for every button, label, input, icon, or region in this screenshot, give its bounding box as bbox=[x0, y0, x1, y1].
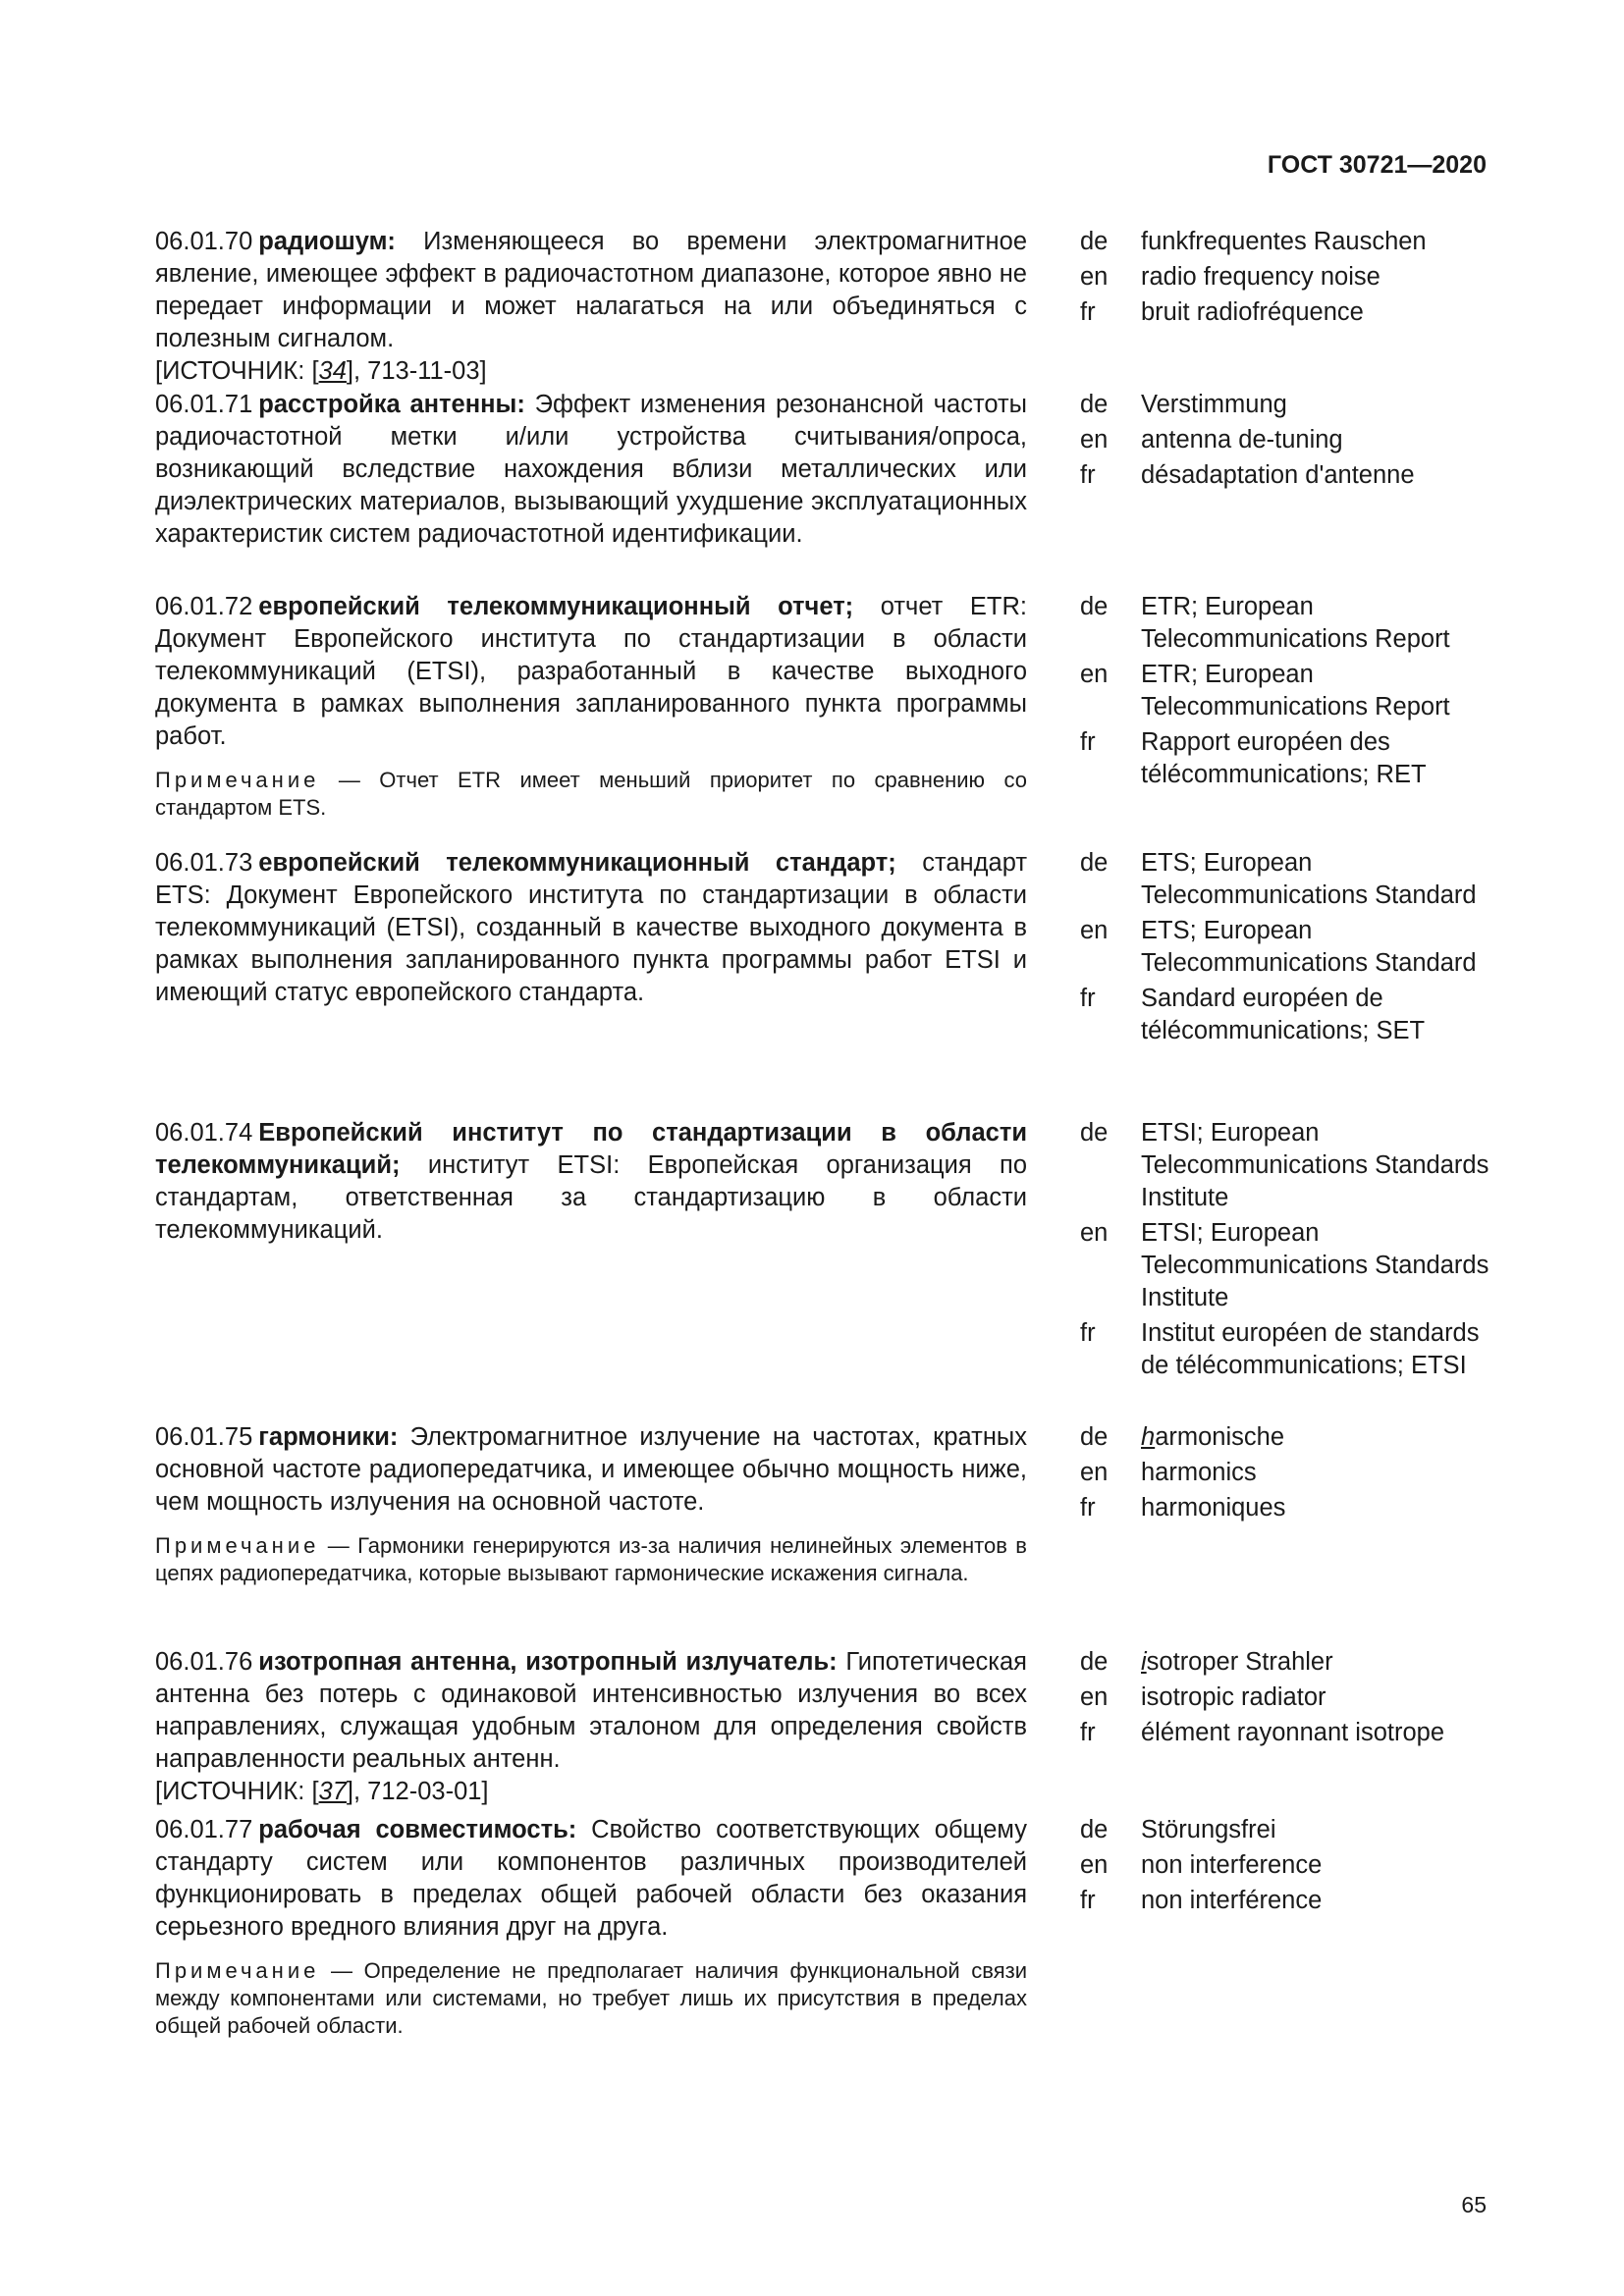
note-text: Гармоники генерируются из-за наличия нелинейных элементов в цепях радиопередатчика, которые вызывают гармонические искажения сигнала. bbox=[155, 1533, 1027, 1585]
note-label: Примечание bbox=[155, 1958, 320, 1983]
definition-paragraph bbox=[155, 1117, 1027, 1247]
translation-text: Verstimmung bbox=[1141, 391, 1287, 418]
translation-text: ETSI; European Telecommunications Standards Institute bbox=[1141, 1119, 1489, 1211]
language-code: fr bbox=[1080, 1319, 1096, 1347]
term-name: изотропная антенна, изотропный излучатель: bbox=[258, 1648, 838, 1676]
definition-text: Эффект изменения резонансной частоты радиочастотной метки и/или устройства считывания/опроса, возникающий вследствие нахождения вблизи металлических или диэлектрических материалов, вызывающий ухудшение эксплуатационных характеристик систем радиочастотной идентификации. bbox=[155, 391, 1028, 548]
definition-text: Изменяющееся во времени электромагнитное явление, имеющее эффект в радиочастотном диапазоне, которое явно не передает информации и может налагаться на или объединяться с полезным сигналом. bbox=[155, 228, 1027, 352]
term-name: радиошум: bbox=[258, 228, 396, 255]
translation-text: ETR; European Telecommunications Report bbox=[1141, 593, 1450, 653]
definition-paragraph bbox=[155, 1421, 1027, 1519]
term-definition-column bbox=[155, 226, 1027, 388]
note: Примечание — Гармоники генерируются из-за наличия нелинейных элементов в цепях радиопередатчика, которые вызывают гармонические искажения сигнала. bbox=[155, 1533, 1027, 1585]
note: Примечание — Определение не предполагает наличия функциональной связи между компонентами или системами, но требует лишь их присутствия в пределах общей рабочей области. bbox=[155, 1958, 1027, 2038]
translation-row bbox=[1080, 1317, 1492, 1382]
definition-text: отчет ETR: Документ Европейского института по стандартизации в области телекоммуникаций (ETSI), разработанный в качестве выходного документа в рамках выполнения запланированного пункта программы работ. bbox=[155, 593, 1027, 750]
translations-column bbox=[1080, 1117, 1492, 1385]
translation-row bbox=[1080, 296, 1492, 329]
translation-row bbox=[1080, 226, 1492, 258]
language-code: de bbox=[1080, 1648, 1109, 1676]
translation-text: isotropic radiator bbox=[1141, 1683, 1326, 1711]
source-reference bbox=[155, 355, 1027, 388]
term-definition-column bbox=[155, 591, 1027, 822]
translation-row bbox=[1080, 261, 1492, 294]
language-code: en bbox=[1080, 263, 1109, 291]
language-code: en bbox=[1080, 426, 1109, 454]
translation-row bbox=[1080, 591, 1492, 656]
entry-number: 06.01.73 bbox=[155, 849, 253, 877]
translation-row bbox=[1080, 726, 1492, 791]
translation-text bbox=[1141, 1421, 1492, 1454]
definition-text: Свойство соответствующих общему стандарту систем или компонентов различных производителей функционировать в пределах общей рабочей области без оказания серьезного вредного влияния друг на друга. bbox=[155, 1816, 1027, 1941]
definition-paragraph bbox=[155, 1646, 1027, 1776]
definition-text: стандарт ETS: Документ Европейского института по стандартизации в области телекоммуникаций (ETSI), созданный в качестве выходного документа в рамках выполнения запланированного пункта программы работ ETSI и имеющий статус европейского стандарта. bbox=[155, 849, 1027, 1006]
definition-paragraph bbox=[155, 591, 1027, 753]
language-code: de bbox=[1080, 1816, 1109, 1843]
term-name: гармоники: bbox=[258, 1423, 399, 1451]
term-entry bbox=[155, 1421, 1492, 1587]
definition-text: Гипотетическая антенна без потерь с одинаковой интенсивностью излучения во всех направлениях, служащая удобным эталоном для определения свойств направленности реальных антенн. bbox=[155, 1648, 1027, 1773]
translation-text: non interférence bbox=[1141, 1887, 1323, 1914]
translation-text: non interference bbox=[1141, 1851, 1323, 1879]
term-entry bbox=[155, 1814, 1492, 2040]
term-definition-column bbox=[155, 847, 1027, 1050]
translation-text: Rapport européen des télécommunications; RET bbox=[1141, 728, 1427, 788]
translation-rest: armonische bbox=[1155, 1423, 1284, 1451]
translation-text: Störungsfrei bbox=[1141, 1816, 1276, 1843]
language-code: fr bbox=[1080, 1887, 1096, 1914]
translation-text: antenna de-tuning bbox=[1141, 426, 1343, 454]
translations-column bbox=[1080, 1814, 1492, 2040]
translations-column bbox=[1080, 591, 1492, 822]
document-header: ГОСТ 30721—2020 bbox=[1267, 151, 1487, 179]
translation-text: élément rayonnant isotrope bbox=[1141, 1719, 1445, 1746]
term-entry bbox=[155, 847, 1492, 1050]
translation-row bbox=[1080, 1717, 1492, 1749]
term-name: расстройка антенны: bbox=[258, 391, 525, 418]
term-name: рабочая совместимость: bbox=[258, 1816, 577, 1843]
translation-row bbox=[1080, 1682, 1492, 1714]
translation-text: ETR; European Telecommunications Report bbox=[1141, 661, 1450, 721]
source-prefix: [ИСТОЧНИК: [ bbox=[155, 357, 319, 385]
language-code: fr bbox=[1080, 298, 1096, 326]
translation-text bbox=[1141, 1646, 1492, 1679]
source-prefix: [ИСТОЧНИК: [ bbox=[155, 1778, 319, 1805]
entry-number: 06.01.71 bbox=[155, 391, 253, 418]
entry-number: 06.01.72 bbox=[155, 593, 253, 620]
translation-rest: sotroper Strahler bbox=[1146, 1648, 1333, 1676]
translation-row bbox=[1080, 1885, 1492, 1917]
translation-row bbox=[1080, 1646, 1492, 1679]
language-code: de bbox=[1080, 1423, 1109, 1451]
translation-row bbox=[1080, 1457, 1492, 1489]
source-detail: ], 712-03-01] bbox=[346, 1778, 489, 1805]
term-definition-column bbox=[155, 1646, 1027, 1808]
term-name: европейский телекоммуникационный стандарт; bbox=[258, 849, 896, 877]
note-label: Примечание bbox=[155, 1533, 320, 1558]
translation-text: funkfrequentes Rauschen bbox=[1141, 228, 1427, 255]
definition-text: институт ETSI: Европейская организация по стандартам, ответственная за стандартизацию в области телекоммуникаций. bbox=[155, 1151, 1027, 1244]
note: Примечание — Отчет ETR имеет меньший приоритет по сравнению со стандартом ETS. bbox=[155, 768, 1027, 820]
translation-text: harmoniques bbox=[1141, 1494, 1286, 1522]
translation-text: désadaptation d'antenne bbox=[1141, 461, 1415, 489]
term-entry bbox=[155, 389, 1492, 551]
source-reference bbox=[155, 1776, 1027, 1808]
translation-row bbox=[1080, 389, 1492, 421]
term-definition-column bbox=[155, 1117, 1027, 1385]
translation-row bbox=[1080, 424, 1492, 456]
translation-row bbox=[1080, 659, 1492, 723]
term-definition-column bbox=[155, 1814, 1027, 2040]
translation-row bbox=[1080, 1421, 1492, 1454]
term-definition-column bbox=[155, 389, 1027, 551]
note-label: Примечание bbox=[155, 768, 320, 792]
language-code: fr bbox=[1080, 1494, 1096, 1522]
source-link[interactable]: 34 bbox=[318, 357, 347, 385]
translations-column bbox=[1080, 1421, 1492, 1587]
source-detail: ], 713-11-03] bbox=[346, 357, 487, 385]
language-code: en bbox=[1080, 1683, 1109, 1711]
note-text: Отчет ETR имеет меньший приоритет по сравнению со стандартом ETS. bbox=[155, 768, 1027, 820]
translation-text: bruit radiofréquence bbox=[1141, 298, 1364, 326]
translation-row bbox=[1080, 1217, 1492, 1314]
term-entry bbox=[155, 226, 1492, 388]
translation-text: ETSI; European Telecommunications Standards Institute bbox=[1141, 1219, 1489, 1311]
entry-number: 06.01.75 bbox=[155, 1423, 253, 1451]
translation-text: radio frequency noise bbox=[1141, 263, 1380, 291]
translation-text: ETS; European Telecommunications Standard bbox=[1141, 849, 1477, 909]
translations-column bbox=[1080, 1646, 1492, 1808]
language-code: en bbox=[1080, 661, 1109, 688]
translation-first-letter: h bbox=[1141, 1423, 1156, 1451]
entry-number: 06.01.77 bbox=[155, 1816, 253, 1843]
definition-text: Электромагнитное излучение на частотах, кратных основной частоте радиопередатчика, и имеющее обычно мощность ниже, чем мощность излучения на основной частоте. bbox=[155, 1423, 1027, 1516]
term-name: европейский телекоммуникационный отчет; bbox=[258, 593, 854, 620]
definition-paragraph bbox=[155, 1814, 1027, 1944]
definition-paragraph bbox=[155, 226, 1027, 355]
translation-row bbox=[1080, 459, 1492, 492]
translation-text: ETS; European Telecommunications Standard bbox=[1141, 917, 1477, 977]
term-name: Европейский институт по стандартизации в области телекоммуникаций; bbox=[155, 1119, 1027, 1179]
language-code: en bbox=[1080, 917, 1109, 944]
language-code: en bbox=[1080, 1459, 1109, 1486]
definition-paragraph bbox=[155, 847, 1027, 1009]
translation-text: harmonics bbox=[1141, 1459, 1257, 1486]
translation-row bbox=[1080, 915, 1492, 980]
translation-row bbox=[1080, 1492, 1492, 1524]
translations-column bbox=[1080, 226, 1492, 388]
entry-number: 06.01.70 bbox=[155, 228, 253, 255]
term-entry bbox=[155, 591, 1492, 822]
translation-row bbox=[1080, 847, 1492, 912]
language-code: de bbox=[1080, 391, 1109, 418]
source-link[interactable]: 37 bbox=[318, 1778, 347, 1805]
language-code: fr bbox=[1080, 461, 1096, 489]
translation-row bbox=[1080, 1814, 1492, 1846]
translation-text: Institut européen de standards de télécommunications; ETSI bbox=[1141, 1319, 1480, 1379]
language-code: fr bbox=[1080, 728, 1096, 756]
entry-number: 06.01.74 bbox=[155, 1119, 253, 1147]
language-code: de bbox=[1080, 1119, 1109, 1147]
language-code: en bbox=[1080, 1219, 1109, 1247]
translation-first-letter: i bbox=[1141, 1648, 1147, 1676]
term-entry bbox=[155, 1117, 1492, 1385]
language-code: fr bbox=[1080, 1719, 1096, 1746]
page-number: 65 bbox=[1461, 2192, 1487, 2217]
language-code: de bbox=[1080, 593, 1109, 620]
language-code: en bbox=[1080, 1851, 1109, 1879]
note-text: Определение не предполагает наличия функциональной связи между компонентами или системами, но требует лишь их присутствия в пределах общей рабочей области. bbox=[155, 1958, 1027, 2038]
translations-column bbox=[1080, 389, 1492, 551]
language-code: de bbox=[1080, 228, 1109, 255]
language-code: de bbox=[1080, 849, 1109, 877]
translation-row bbox=[1080, 983, 1492, 1047]
translation-text: Sandard européen de télécommunications; SET bbox=[1141, 985, 1426, 1044]
definition-paragraph bbox=[155, 389, 1027, 551]
language-code: fr bbox=[1080, 985, 1096, 1012]
translation-row bbox=[1080, 1849, 1492, 1882]
term-definition-column bbox=[155, 1421, 1027, 1587]
entry-number: 06.01.76 bbox=[155, 1648, 253, 1676]
translation-row bbox=[1080, 1117, 1492, 1214]
term-entry bbox=[155, 1646, 1492, 1808]
translations-column bbox=[1080, 847, 1492, 1050]
